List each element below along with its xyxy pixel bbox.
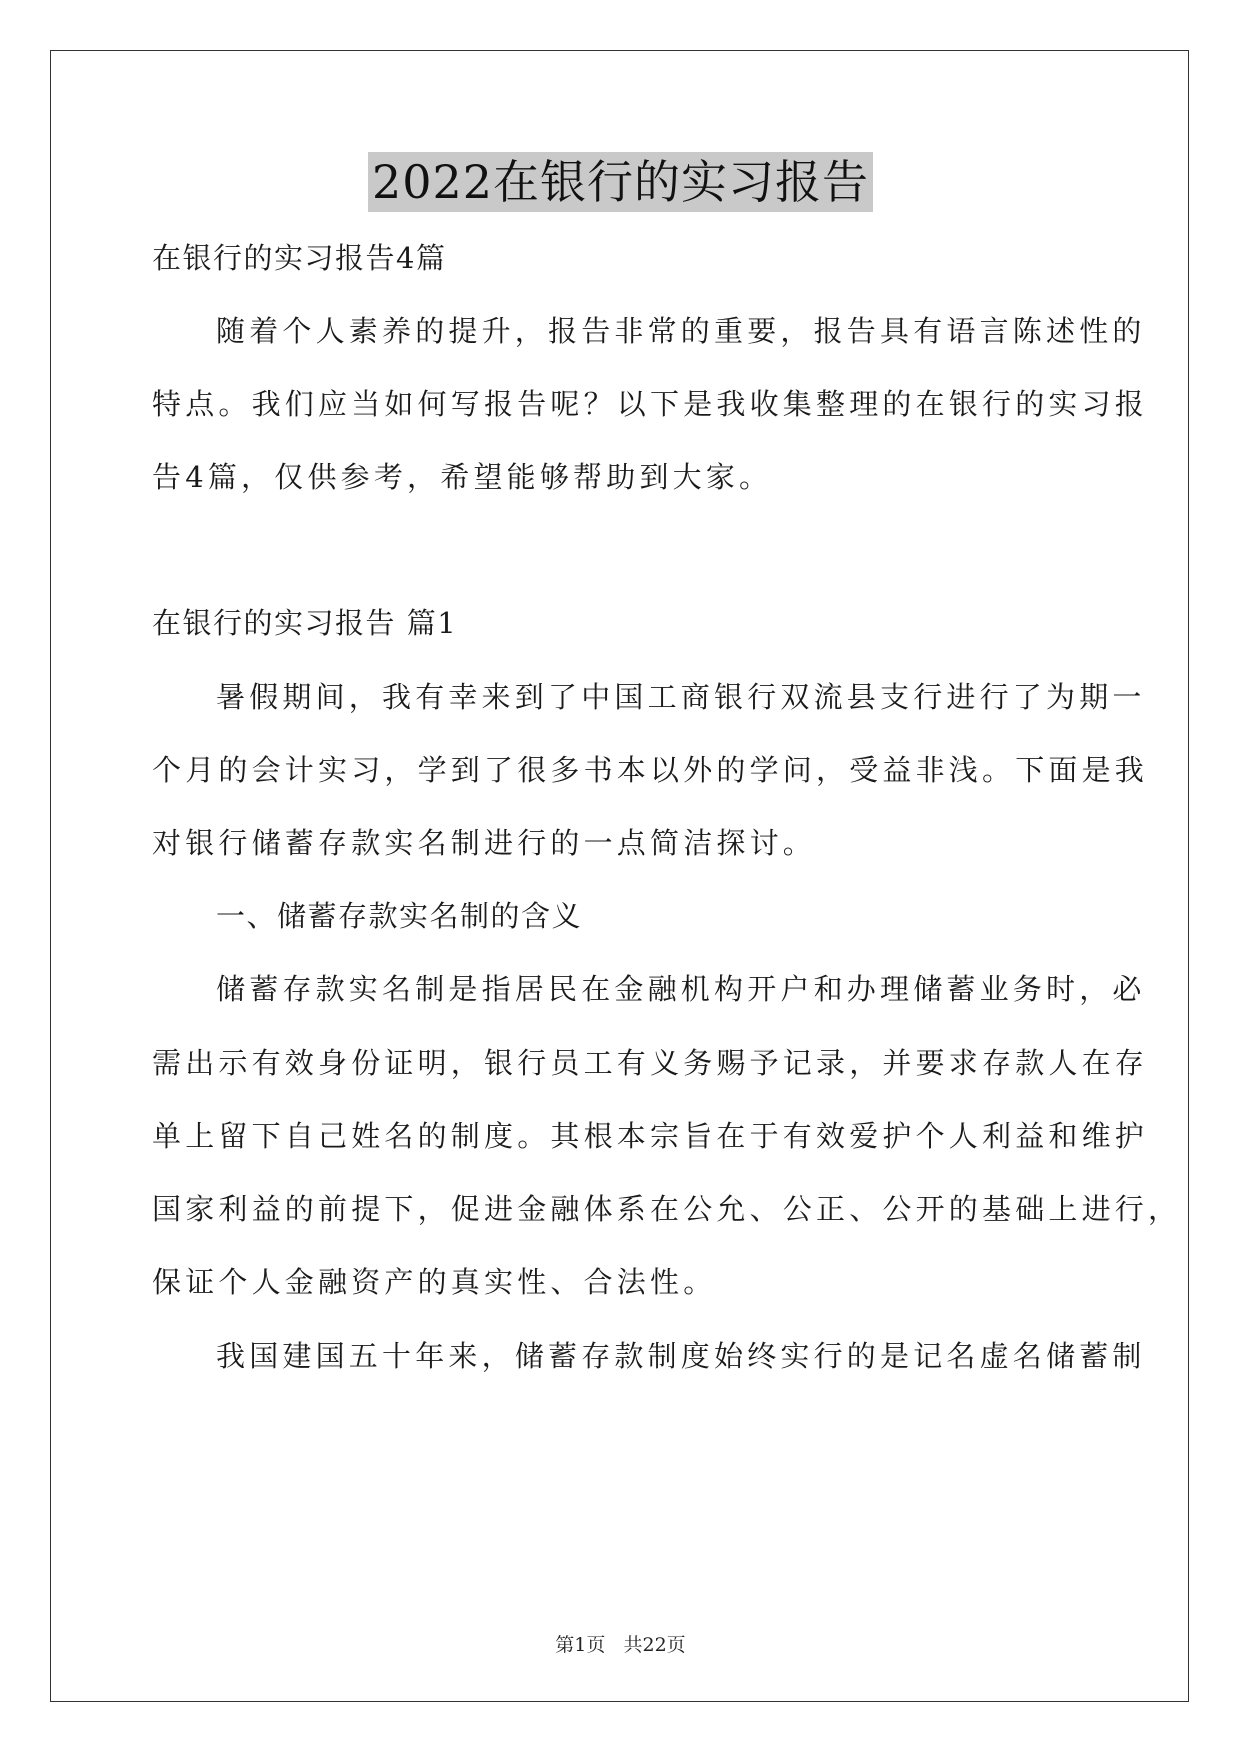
document-title: 2022在银行的实习报告	[368, 152, 873, 212]
paragraph-line: 我国建国五十年来，储蓄存款制度始终实行的是记名虚名储蓄制	[216, 1339, 1146, 1373]
paragraph-line: 需出示有效身份证明，银行员工有义务赐予记录，并要求存款人在存	[152, 1046, 1149, 1080]
paragraph-line: 国家利益的前提下，促进金融体系在公允、公正、公开的基础上进行，	[152, 1192, 1182, 1226]
page-border	[50, 50, 1189, 1702]
paragraph-line: 告4篇，仅供参考，希望能够帮助到大家。	[152, 460, 773, 494]
paragraph-line: 特点。我们应当如何写报告呢？以下是我收集整理的在银行的实习报	[152, 387, 1149, 421]
paragraph-line: 随着个人素养的提升，报告非常的重要，报告具有语言陈述性的	[216, 314, 1146, 348]
subsection-heading: 一、储蓄存款实名制的含义	[216, 899, 583, 933]
paragraph-line: 个月的会计实习，学到了很多书本以外的学问，受益非浅。下面是我	[152, 753, 1149, 787]
section-heading: 在银行的实习报告4篇	[152, 241, 447, 275]
paragraph-line: 对银行储蓄存款实名制进行的一点简洁探讨。	[152, 826, 817, 860]
paragraph-line: 暑假期间，我有幸来到了中国工商银行双流县支行进行了为期一	[216, 680, 1146, 714]
page-number: 第1页 共22页	[555, 1634, 686, 1656]
paragraph-line: 储蓄存款实名制是指居民在金融机构开户和办理储蓄业务时，必	[216, 972, 1146, 1006]
paragraph-line: 单上留下自己姓名的制度。其根本宗旨在于有效爱护个人利益和维护	[152, 1119, 1149, 1153]
title-container	[0, 152, 1241, 212]
section-heading: 在银行的实习报告 篇1	[152, 606, 458, 640]
paragraph-line: 保证个人金融资产的真实性、合法性。	[152, 1265, 717, 1299]
